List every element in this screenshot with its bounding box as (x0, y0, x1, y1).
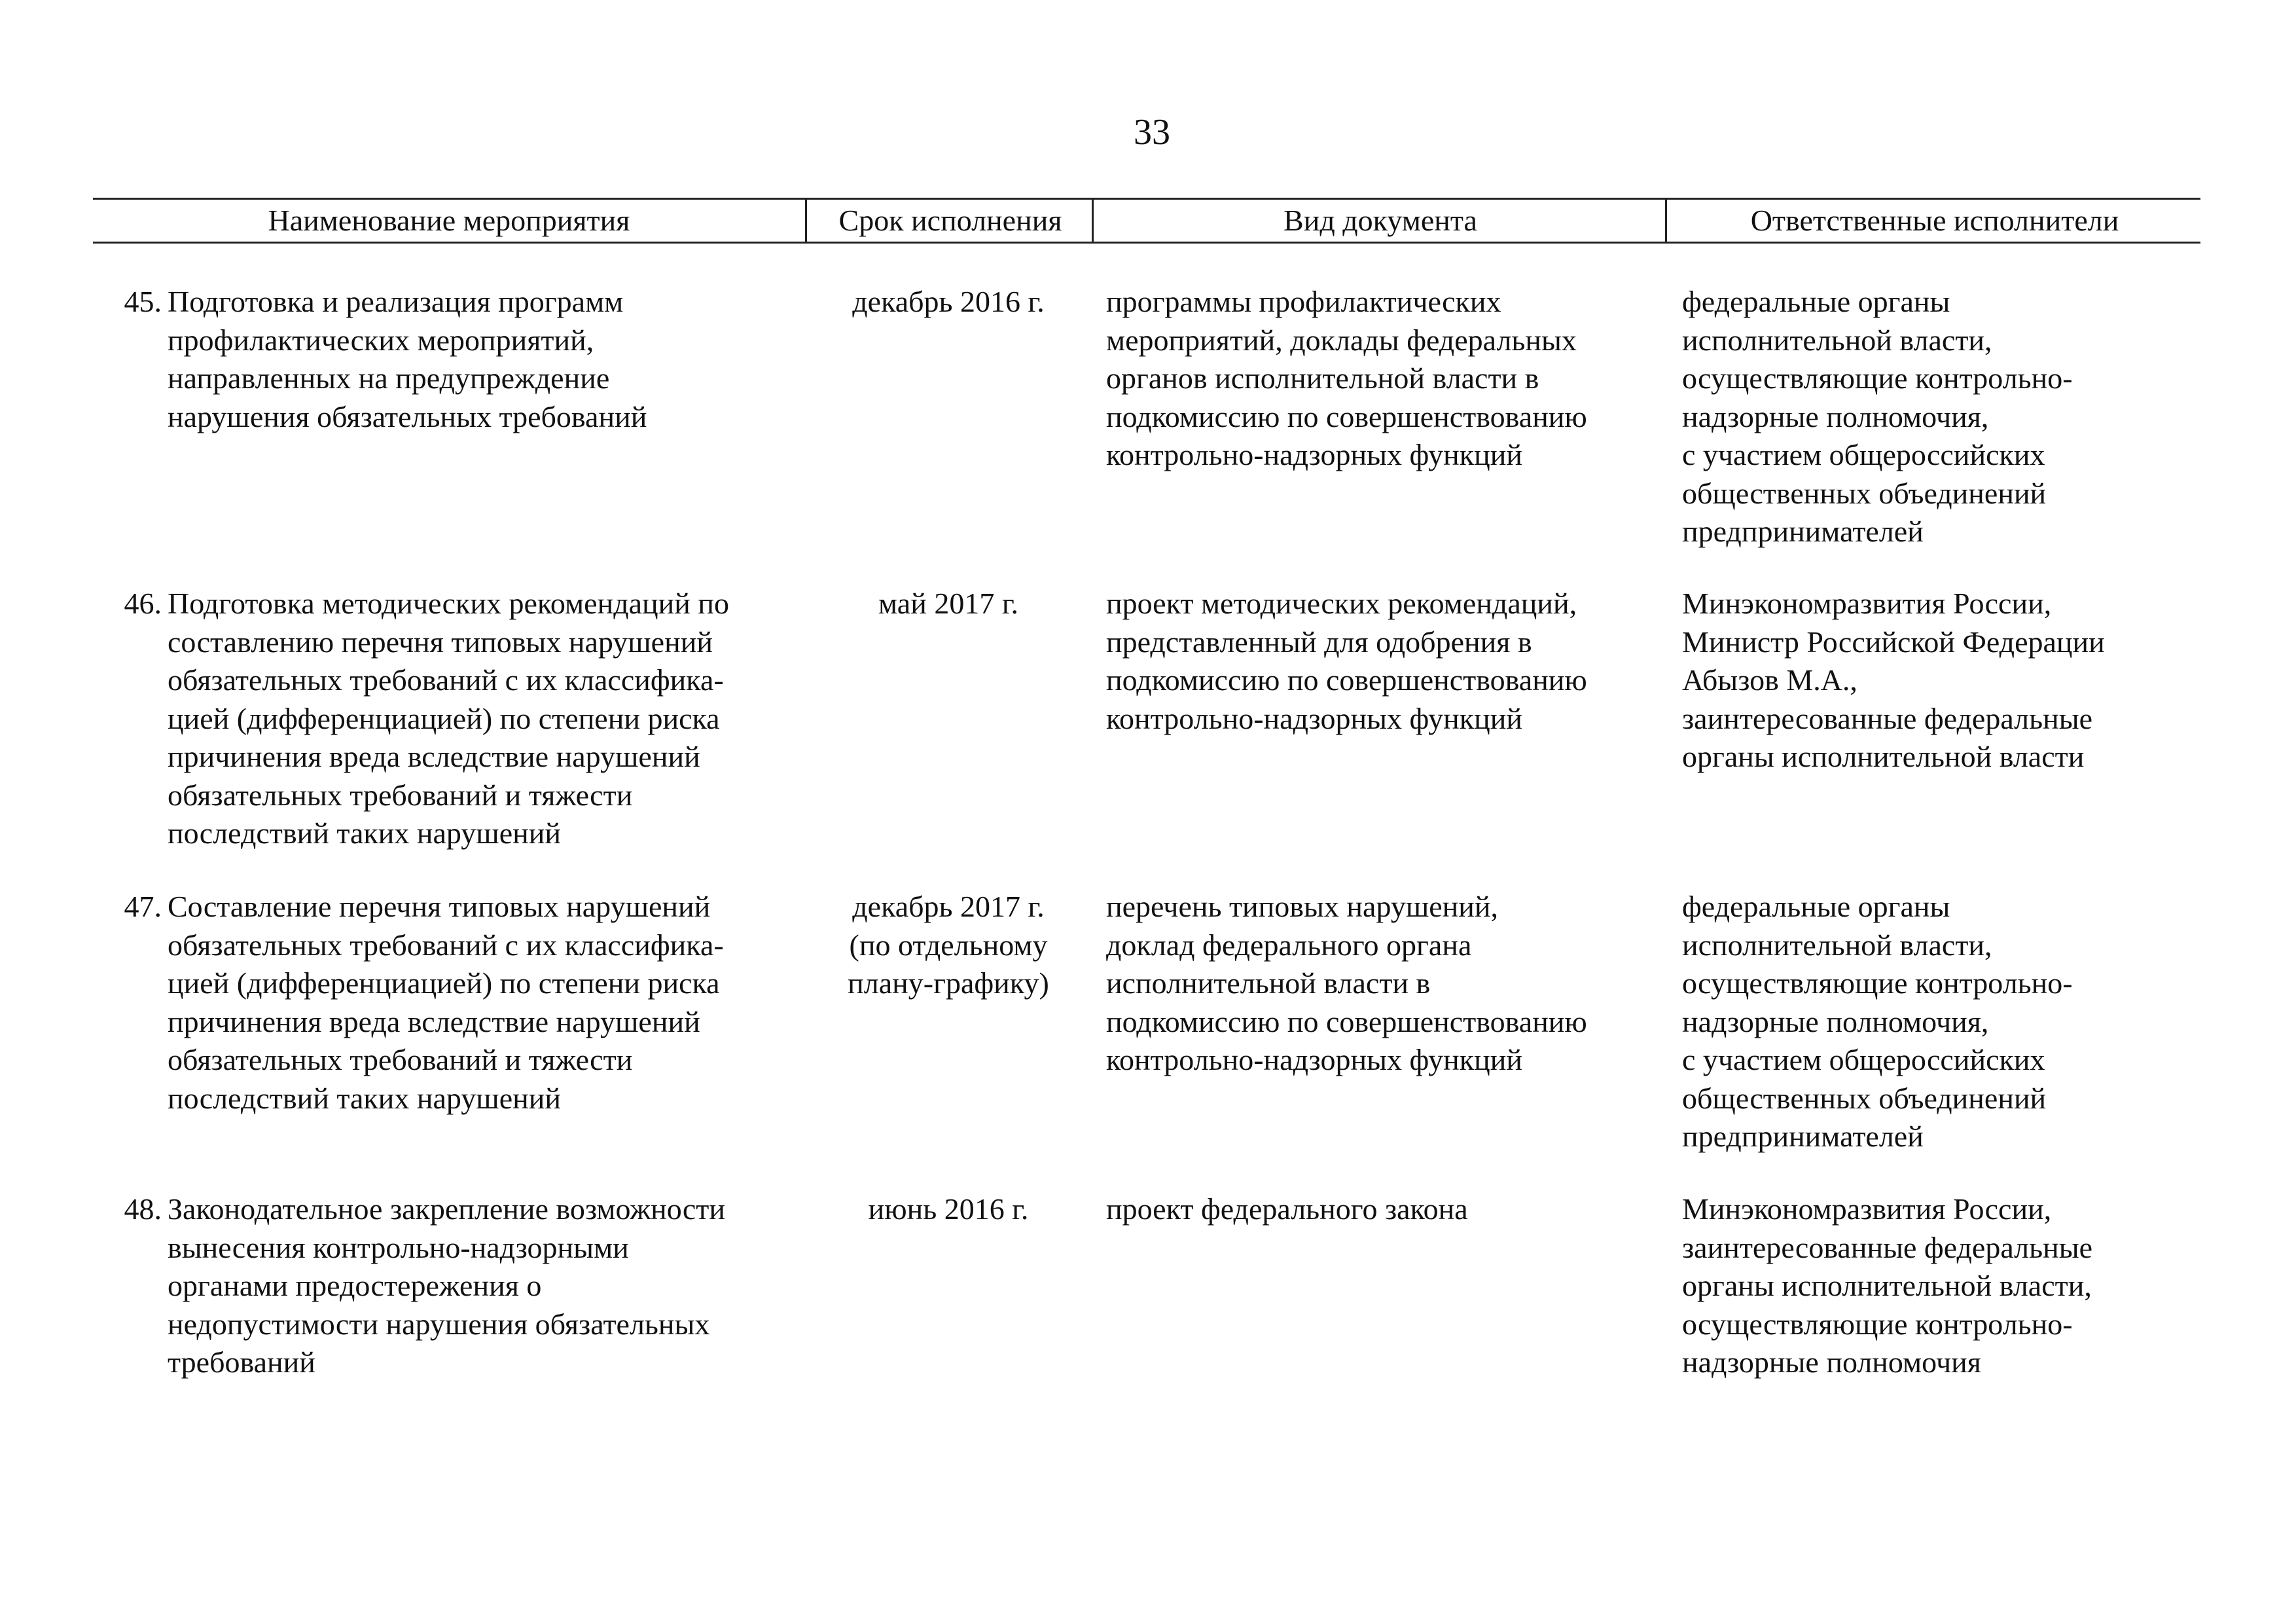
text-line: цией (дифференциацией) по степени риска (168, 701, 720, 735)
text-line: органов исполнительной власти в (1106, 361, 1539, 395)
text-line: причинения вреда вследствие нарушений (168, 1004, 700, 1038)
header-event-name: Наименование мероприятия (268, 204, 630, 237)
text-line: подкомиссию по совершенствованию (1106, 399, 1587, 433)
text-line: осуществляющие контрольно- (1682, 361, 2073, 395)
responsible-executors (1682, 1190, 2193, 1382)
text-line: предпринимателей (1682, 515, 1924, 548)
responsible-executors (1682, 888, 2193, 1156)
text-line: декабрь 2016 г. (852, 285, 1045, 318)
text-line: с участием общероссийских (1682, 438, 2045, 471)
event-name (168, 1190, 874, 1382)
text-line: надзорные полномочия, (1682, 399, 1989, 433)
text-line: с участием общероссийских (1682, 1043, 2045, 1076)
deadline (808, 888, 1089, 1003)
text-line: июнь 2016 г. (868, 1192, 1029, 1226)
row-number: 46. (124, 587, 162, 620)
event-name (168, 283, 874, 436)
document-type (1106, 1190, 1669, 1229)
text-line: органы исполнительной власти, (1682, 1269, 2092, 1302)
header-document-type: Вид документа (1092, 200, 1667, 242)
text-line: подкомиссию по совершенствованию (1106, 663, 1587, 697)
text-line: недопустимости нарушения обязательных (168, 1307, 710, 1341)
text-line: общественных объединений (1682, 476, 2047, 510)
text-line: проект методических рекомендаций, (1106, 587, 1577, 620)
text-line: Подготовка и реализация программ (168, 285, 624, 318)
text-line: Подготовка методических рекомендаций по (168, 587, 729, 620)
text-line: обязательных требований и тяжести (168, 1043, 633, 1076)
text-line: декабрь 2017 г. (852, 890, 1045, 923)
text-line: осуществляющие контрольно- (1682, 1307, 2073, 1341)
event-name (168, 585, 874, 853)
deadline (808, 283, 1089, 321)
text-line: нарушения обязательных требований (168, 399, 647, 433)
text-line: заинтересованные федеральные (1682, 1230, 2093, 1264)
text-line: составлению перечня типовых нарушений (168, 625, 713, 659)
text-line: органами предостережения о (168, 1269, 542, 1302)
text-line: предпринимателей (1682, 1120, 1924, 1153)
row-number: 48. (124, 1192, 162, 1226)
text-line: обязательных требований и тяжести (168, 778, 633, 812)
text-line: май 2017 г. (878, 587, 1018, 620)
text-line: Минэкономразвития России, (1682, 1192, 2052, 1226)
document-type (1106, 585, 1669, 738)
text-line: Законодательное закрепление возможности (168, 1192, 726, 1226)
text-line: последствий таких нарушений (168, 1081, 561, 1115)
text-line: Министр Российской Федерации (1682, 625, 2105, 659)
text-line: мероприятий, доклады федеральных (1106, 323, 1577, 357)
deadline (808, 585, 1089, 623)
text-line: контрольно-надзорных функций (1106, 1043, 1522, 1076)
text-line: надзорные полномочия (1682, 1345, 1981, 1379)
text-line: надзорные полномочия, (1682, 1004, 1989, 1038)
text-line: Абызов М.А., (1682, 663, 1857, 697)
text-line: Минэкономразвития России, (1682, 587, 2052, 620)
text-line: исполнительной власти, (1682, 323, 1992, 357)
text-line: последствий таких нарушений (168, 816, 561, 850)
row-number: 47. (124, 890, 162, 923)
text-line: исполнительной власти в (1106, 966, 1431, 1000)
text-line: общественных объединений (1682, 1081, 2047, 1115)
text-line: заинтересованные федеральные (1682, 701, 2093, 735)
event-name (168, 888, 874, 1118)
text-line: обязательных требований с их классифика- (168, 928, 724, 962)
responsible-executors (1682, 585, 2193, 776)
text-line: плану-графику) (848, 966, 1049, 1000)
page-number: 33 (1134, 112, 1170, 153)
text-line: доклад федерального органа (1106, 928, 1472, 962)
document-type (1106, 283, 1669, 475)
responsible-executors (1682, 283, 2193, 551)
text-line: контрольно-надзорных функций (1106, 701, 1522, 735)
text-line: исполнительной власти, (1682, 928, 1992, 962)
text-line: перечень типовых нарушений, (1106, 890, 1499, 923)
row-number: 45. (124, 285, 162, 318)
text-line: профилактических мероприятий, (168, 323, 594, 357)
text-line: вынесения контрольно-надзорными (168, 1230, 629, 1264)
text-line: (по отдельному (849, 928, 1048, 962)
text-line: осуществляющие контрольно- (1682, 966, 2073, 1000)
header-responsible: Ответственные исполнители (1665, 200, 2202, 242)
text-line: направленных на предупреждение (168, 361, 610, 395)
text-line: федеральные органы (1682, 285, 1950, 318)
text-line: подкомиссию по совершенствованию (1106, 1004, 1587, 1038)
table-header (93, 198, 2200, 244)
text-line: цией (дифференциацией) по степени риска (168, 966, 720, 1000)
text-line: контрольно-надзорных функций (1106, 438, 1522, 471)
text-line: обязательных требований с их классифика- (168, 663, 724, 697)
text-line: проект федерального закона (1106, 1192, 1468, 1226)
document-type (1106, 888, 1669, 1080)
deadline (808, 1190, 1089, 1229)
text-line: представленный для одобрения в (1106, 625, 1532, 659)
text-line: Составление перечня типовых нарушений (168, 890, 711, 923)
text-line: органы исполнительной власти (1682, 740, 2085, 773)
text-line: программы профилактических (1106, 285, 1501, 318)
text-line: требований (168, 1345, 315, 1379)
header-deadline: Срок исполнения (805, 200, 1094, 242)
text-line: федеральные органы (1682, 890, 1950, 923)
text-line: причинения вреда вследствие нарушений (168, 740, 700, 773)
